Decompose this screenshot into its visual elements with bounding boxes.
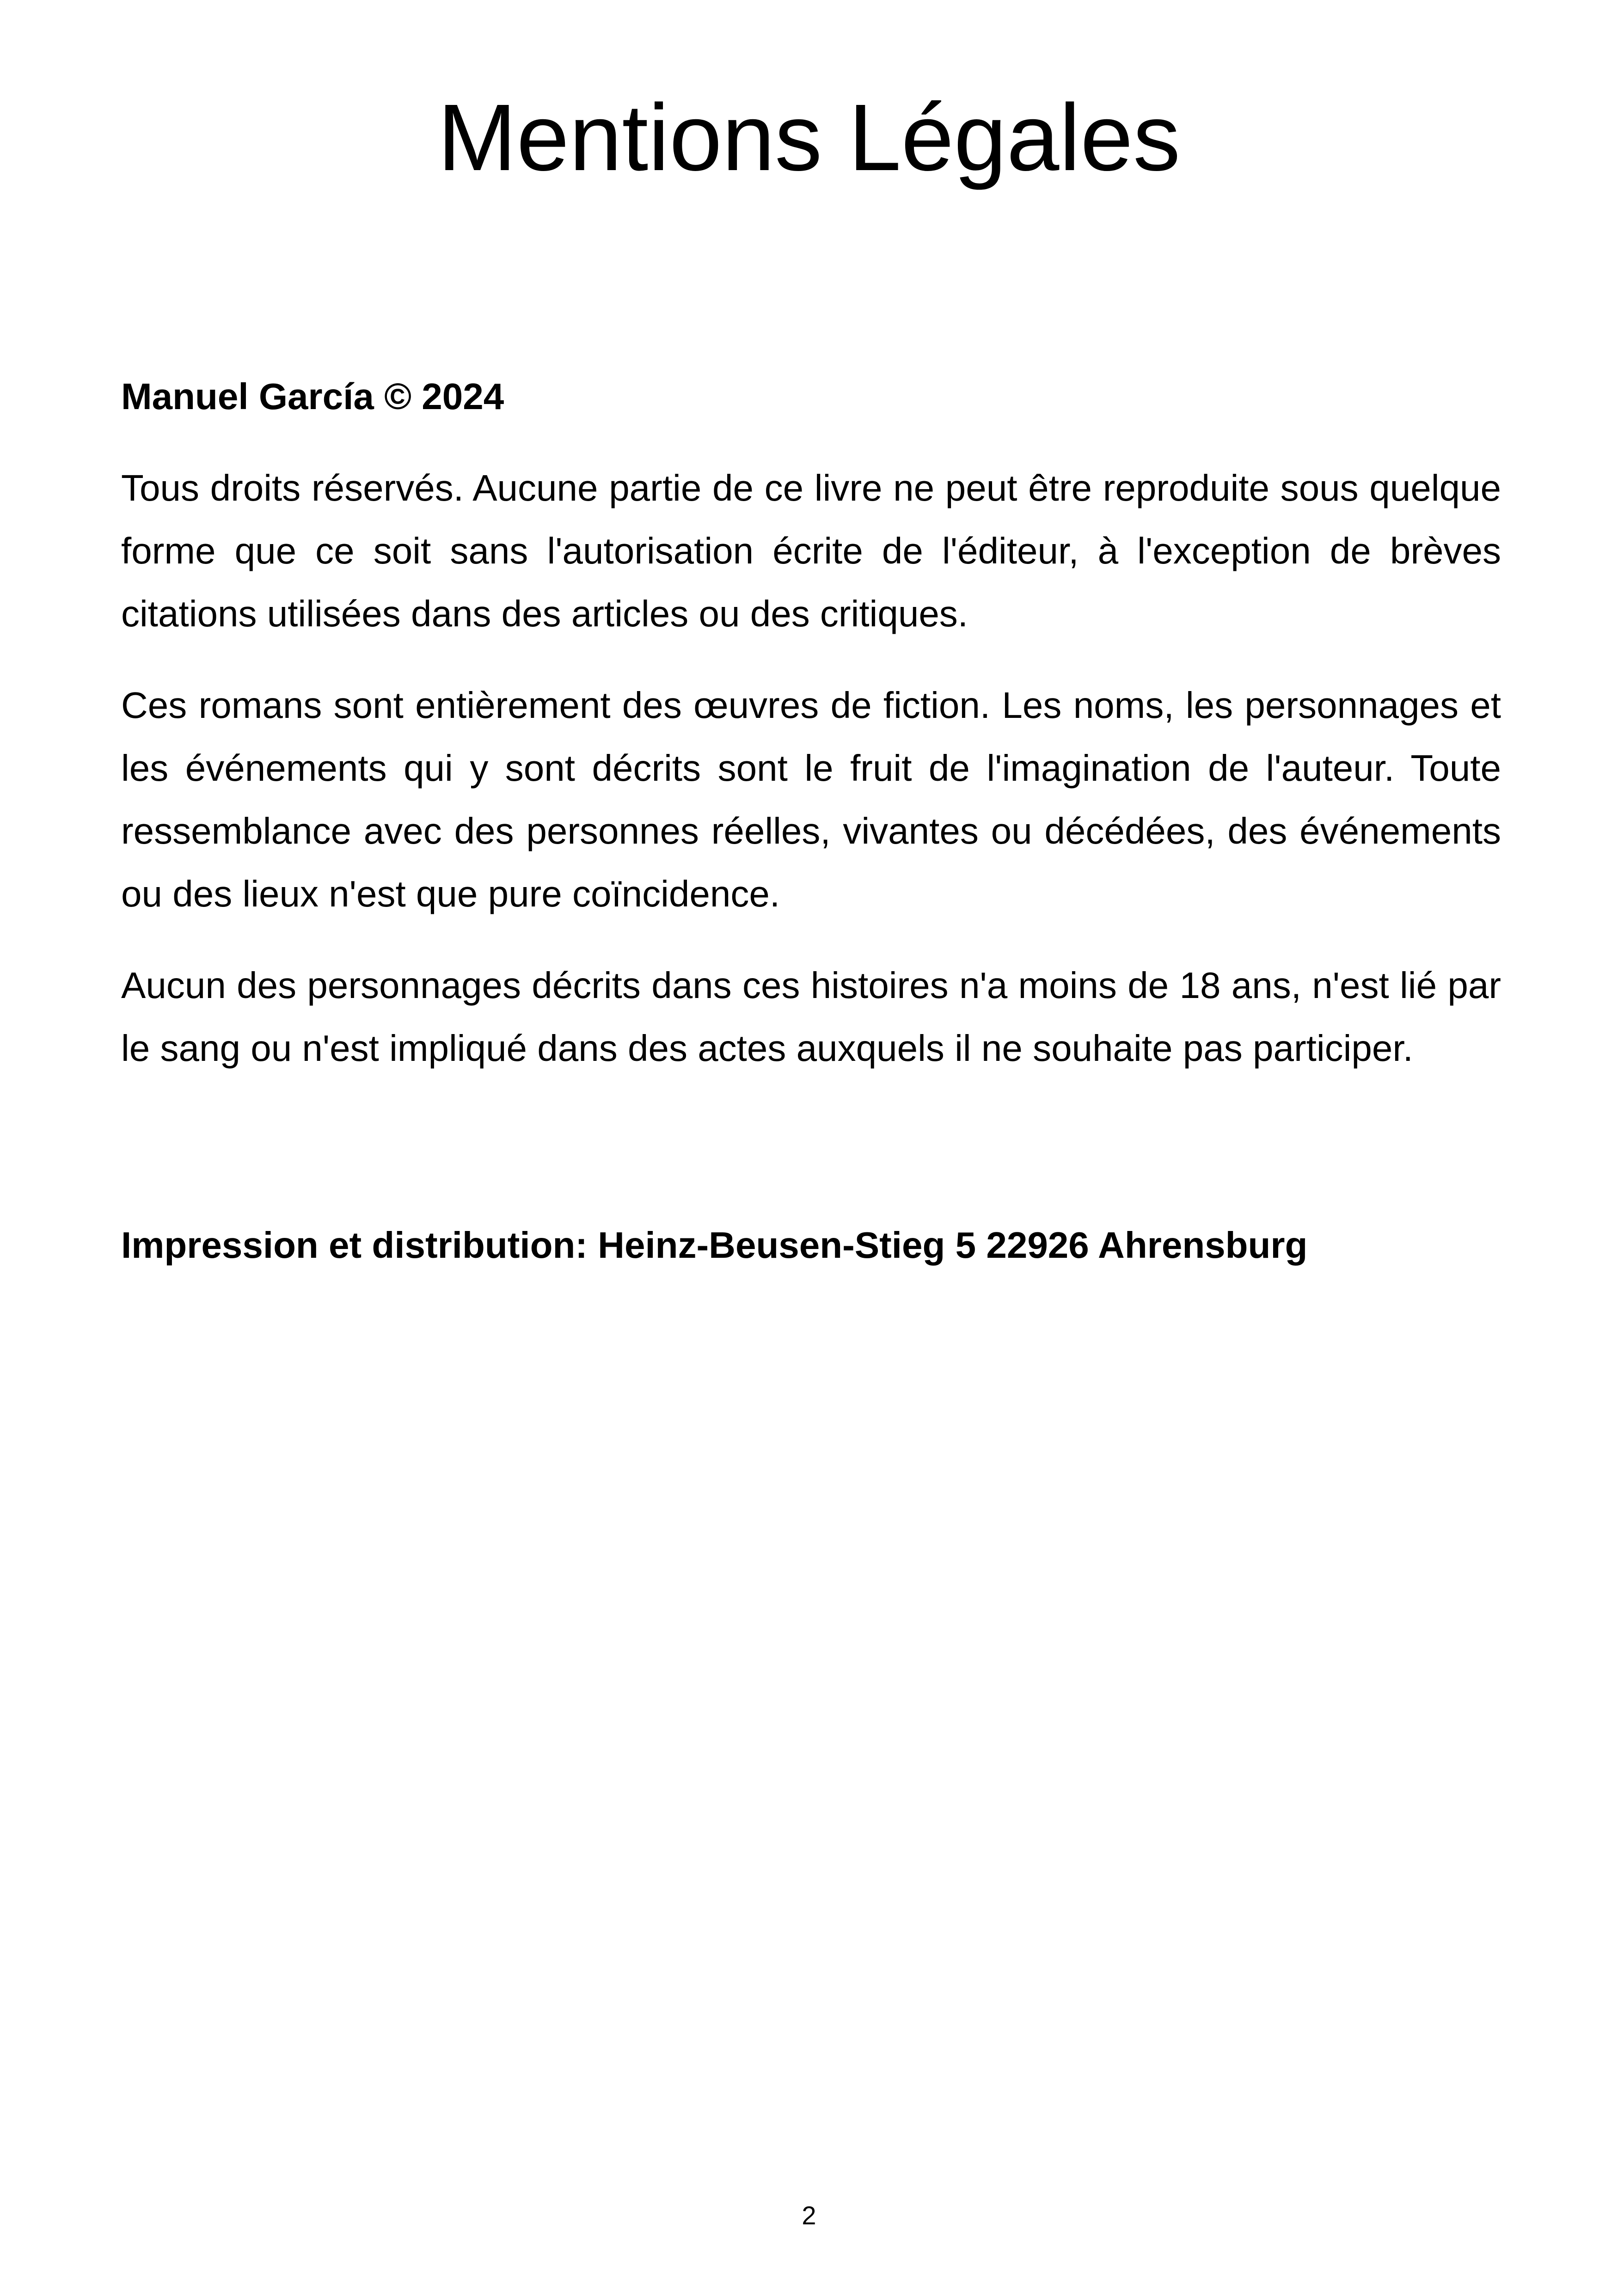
- document-body: [121, 365, 1501, 1277]
- page-number: 2: [802, 2201, 816, 2230]
- rights-paragraph: Tous droits réservés. Aucune partie de ce livre ne peut être reproduite sous quelque forme que ce soit sans l'autorisation écrite de l'éditeur, à l'exception de brèves citations utilisées dans des articles ou des critiques.: [121, 467, 1501, 634]
- imprint-line: Impression et distribution: Heinz-Beusen-Stieg 5 22926 Ahrensburg: [121, 1225, 1308, 1266]
- page-title: Mentions Légales: [437, 85, 1181, 190]
- author-copyright-line: Manuel García © 2024: [121, 376, 504, 417]
- characters-disclaimer-paragraph: Aucun des personnages décrits dans ces histoires n'a moins de 18 ans, n'est lié par le sang ou n'est impliqué dans des actes auxquels il ne souhaite pas participer.: [121, 965, 1501, 1069]
- fiction-disclaimer-paragraph: Ces romans sont entièrement des œuvres de fiction. Les noms, les personnages et les événements qui y sont décrits sont le fruit de l'imagination de l'auteur. Toute ressemblance avec des personnes réelles, vivantes ou décédées, des événements ou des lieux n'est que pure coïncidence.: [121, 685, 1501, 914]
